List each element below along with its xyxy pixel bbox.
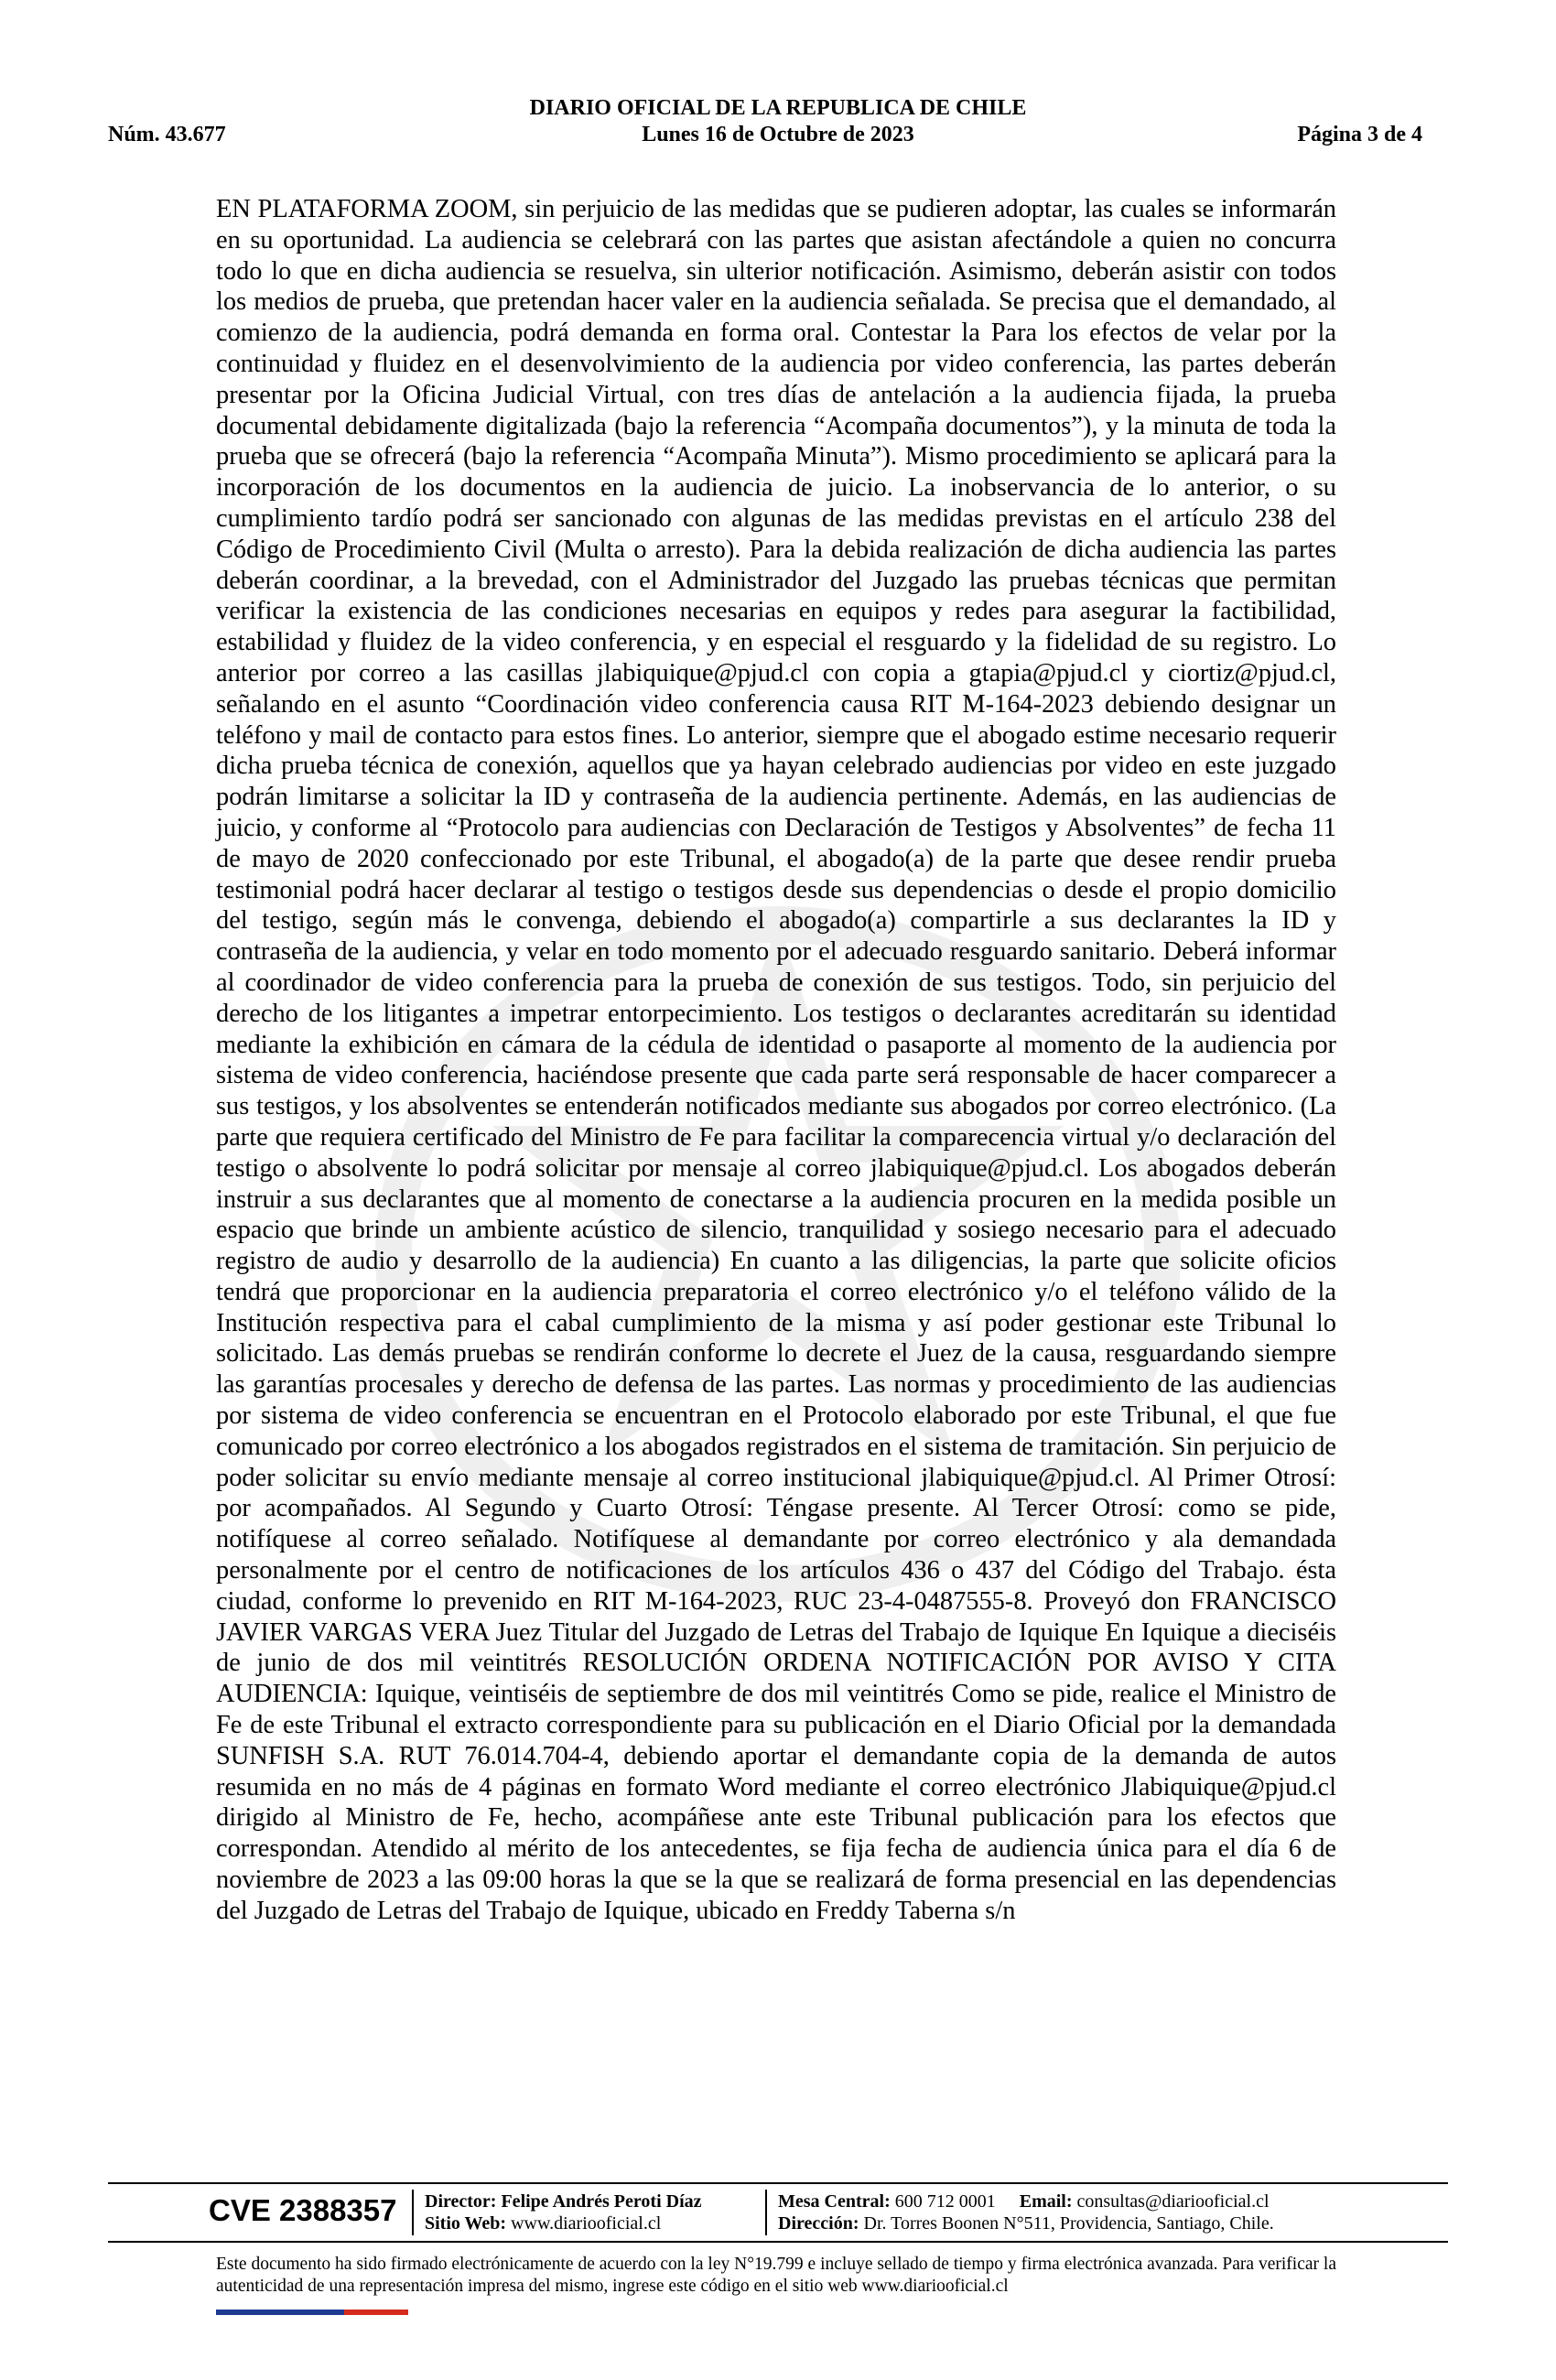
email-label: Email: (1019, 2191, 1073, 2212)
footer-contact-block (778, 2191, 1274, 2234)
publication-title: DIARIO OFICIAL DE LA REPUBLICA DE CHILE (529, 96, 1027, 120)
publication-date: Lunes 16 de Octubre de 2023 (642, 123, 914, 146)
phone-label: Mesa Central: (778, 2191, 891, 2212)
footer-top-rule (108, 2182, 1448, 2184)
issue-number: Núm. 43.677 (108, 123, 226, 146)
address-value: Dr. Torres Boonen N°511, Providencia, Santiago, Chile. (863, 2213, 1274, 2234)
address-label: Dirección: (778, 2213, 859, 2234)
footer-separator (412, 2190, 414, 2235)
footer-director-block (425, 2191, 702, 2234)
director-label: Director: (425, 2191, 497, 2212)
page-number: Página 3 de 4 (1297, 123, 1422, 146)
website-link[interactable]: www.diariooficial.cl (511, 2213, 662, 2234)
director-name: Felipe Andrés Peroti Díaz (501, 2191, 702, 2212)
cve-code: CVE 2388357 (209, 2193, 397, 2227)
flag-stripe (216, 2310, 408, 2315)
phone-value: 600 712 0001 (894, 2191, 996, 2212)
footer-separator (765, 2190, 767, 2235)
website-label: Sitio Web: (425, 2213, 507, 2234)
body-paragraph: EN PLATAFORMA ZOOM, sin perjuicio de las medidas que se pudieren adoptar, las cuales se informarán en su oportunidad. La audiencia se celebrará con las partes que asistan afectándole a quien no concurra todo lo que en dicha audiencia se resuelva, sin ulterior notificación. Asimismo, deberán asistir con todos los medios de prueba, que pretendan hacer valer en la audiencia señalada. Se precisa que el demandado, al comienzo de la audiencia, podrá demanda en forma oral. Contestar la Para los efectos de velar por la continuidad y fluidez en el desenvolvimiento de la audiencia por video conferencia, las partes deberán presentar por la Oficina Judicial Virtual, con tres días de antelación a la audiencia fijada, la prueba documental debidamente digitalizada (bajo la referencia “Acompaña documentos”), y la minuta de toda la prueba que se ofrecerá (bajo la referencia “Acompaña Minuta”). Mismo procedimiento se aplicará para la incorporación de los documentos en la audiencia de juicio. La inobservancia de lo anterior, o su cumplimiento tardío podrá ser sancionado con algunas de las medidas previstas en el artículo 238 del Código de Procedimiento Civil (Multa o arresto). Para la debida realización de dicha audiencia las partes deberán coordinar, a la brevedad, con el Administrador del Juzgado las pruebas técnicas que permitan verificar la existencia de las condiciones necesarias en equipos y redes para asegurar la factibilidad, estabilidad y fluidez de la video conferencia, y en especial el resguardo y la fidelidad de su registro. Lo anterior por correo a las casillas jlabiquique@pjud.cl con copia a gtapia@pjud.cl y ciortiz@pjud.cl, señalando en el asunto “Coordinación video conferencia causa RIT M-164-2023 debiendo designar un teléfono y mail de contacto para estos fines. Lo anterior, siempre que el abogado estime necesario requerir dicha prueba técnica de conexión, aquellos que ya hayan celebrado audiencias por video en este juzgado podrán limitarse a solicitar la ID y contraseña de la audiencia pertinente. Además, en las audiencias de juicio, y conforme al “Protocolo para audiencias con Declaración de Testigos y Absolventes” de fecha 11 de mayo de 2020 confeccionado por este Tribunal, el abogado(a) de la parte que desee rendir prueba testimonial podrá hacer declarar al testigo o testigos desde sus dependencias o desde el propio domicilio del testigo, según más le convenga, debiendo el abogado(a) compartirle a sus declarantes la ID y contraseña de la audiencia, y velar en todo momento por el adecuado resguardo sanitario. Deberá informar al coordinador de video conferencia para la prueba de conexión de sus testigos. Todo, sin perjuicio del derecho de los litigantes a impetrar entorpecimiento. Los testigos o declarantes acreditarán su identidad mediante la exhibición en cámara de la cédula de identidad o pasaporte al momento de la audiencia por sistema de video conferencia, haciéndose presente que cada parte será responsable de hacer comparecer a sus testigos, y los absolventes se entenderán notificados mediante sus abogados por correo electrónico. (La parte que requiera certificado del Ministro de Fe para facilitar la comparecencia virtual y/o declaración del testigo o absolvente lo podrá solicitar por mensaje al correo jlabiquique@pjud.cl. Los abogados deberán instruir a sus declarantes que al momento de conectarse a la audiencia procuren en la medida posible un espacio que brinde un ambiente acústico de silencio, tranquilidad y sosiego necesario para el adecuado registro de audio y desarrollo de la audiencia) En cuanto a las diligencias, la parte que solicite oficios tendrá que proporcionar en la audiencia preparatoria el correo electrónico y/o el teléfono válido de la Institución respectiva para el cabal cumplimiento de la misma y así poder gestionar este Tribunal lo solicitado. Las demás pruebas se rendirán conforme lo decrete el Juez de la causa, resguardando siempre las garantías procesales y derecho de defensa de las partes. Las normas y procedimiento de las audiencias por sistema de video conferencia se encuentran en el Protocolo elaborado por este Tribunal, el que fue comunicado por correo electrónico a los abogados registrados en el sistema de tramitación. Sin perjuicio de poder solicitar su envío mediante mensaje al correo institucional jlabiquique@pjud.cl. Al Primer Otrosí: por acompañados. Al Segundo y Cuarto Otrosí: Téngase presente. Al Tercer Otrosí: como se pide, notifíquese al correo señalado. Notifíquese al demandante por correo electrónico y ala demandada personalmente por el centro de notificaciones de los artículos 436 o 437 del Código del Trabajo. ésta ciudad, conforme lo prevenido en RIT M-164-2023, RUC 23-4-0487555-8. Proveyó don FRANCISCO JAVIER VARGAS VERA Juez Titular del Juzgado de Letras del Trabajo de Iquique En Iquique a dieciséis de junio de dos mil veintitrés RESOLUCIÓN ORDENA NOTIFICACIÓN POR AVISO Y CITA AUDIENCIA: Iquique, veintiséis de septiembre de dos mil veintitrés Como se pide, realice el Ministro de Fe de este Tribunal el extracto correspondiente para su publicación en el Diario Oficial por la demandada SUNFISH S.A. RUT 76.014.704-4, debiendo aportar el demandante copia de la demanda de autos resumida en no más de 4 páginas en formato Word mediante el correo electrónico Jlabiquique@pjud.cl dirigido al Ministro de Fe, hecho, acompáñese ante este Tribunal publicación para los efectos que correspondan. Atendido al mérito de los antecedentes, se fija fecha de audiencia única para el día 6 de noviembre de 2023 a las 09:00 horas la que se la que se realizará de forma presencial en las dependencias del Juzgado de Letras del Trabajo de Iquique, ubicado en Freddy Taberna s/n (216, 195, 1336, 1925)
legal-notice: Este documento ha sido firmado electrónicamente de acuerdo con la ley N°19.799 e incluye sellado de tiempo y firma electrónica avanzada. Para verificar la autenticidad de una representación impresa del mismo, ingrese este código en el sitio web www.diariooficial.cl (216, 2255, 1336, 2296)
email-link[interactable]: consultas@diariooficial.cl (1076, 2191, 1270, 2212)
flag-stripe-blue (216, 2310, 344, 2315)
footer-bottom-rule (108, 2241, 1448, 2243)
flag-stripe-red (344, 2310, 408, 2315)
